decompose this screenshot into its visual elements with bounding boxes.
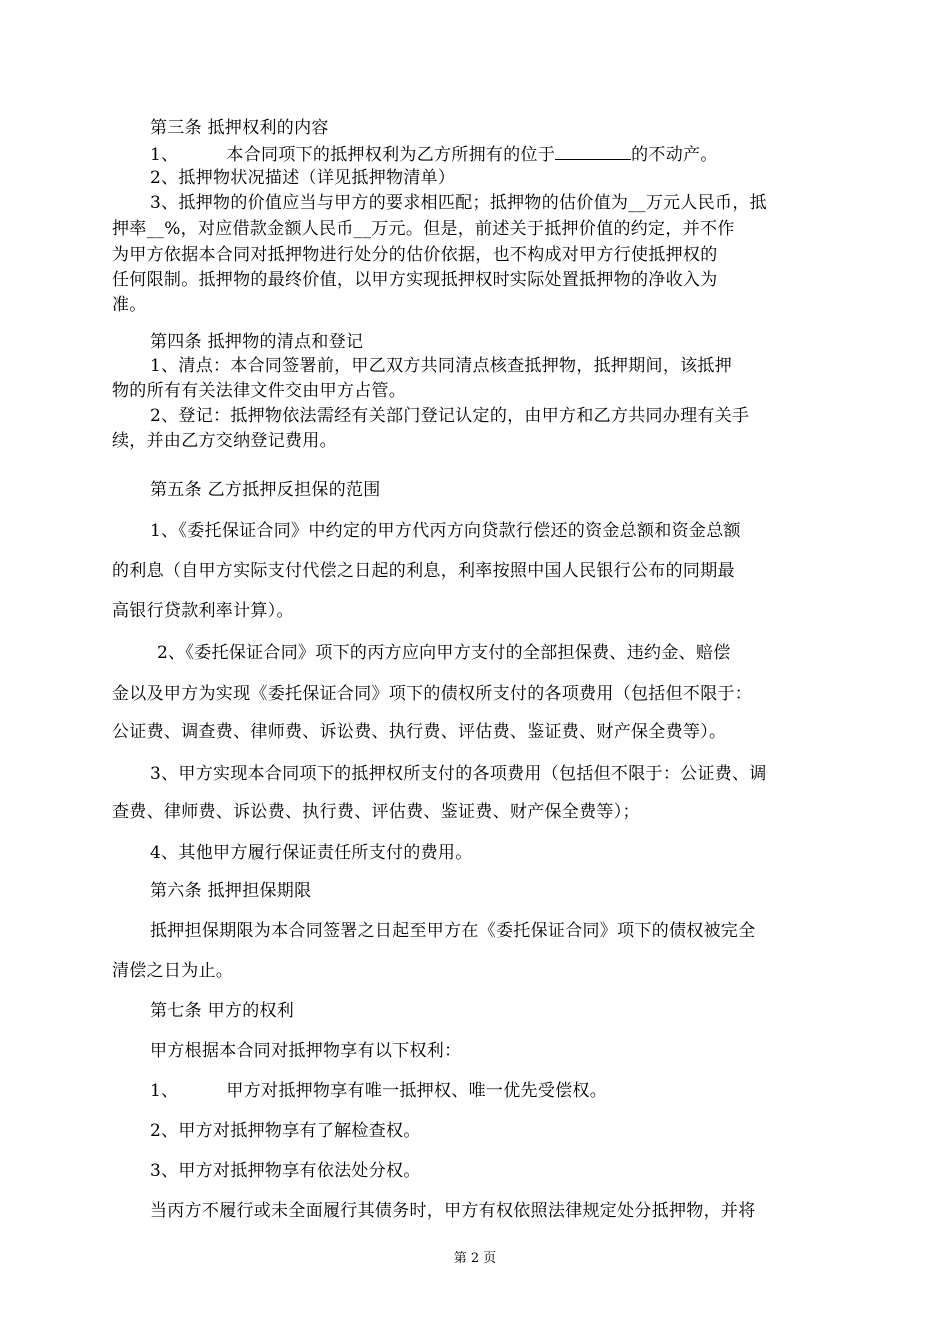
section-5-item-1-line-1: 1、《委托保证合同》中约定的甲方代丙方向贷款行偿还的资金总额和资金总额 (150, 521, 741, 541)
item-text: 本合同项下的抵押权利为乙方所拥有的位于 (226, 145, 556, 165)
section-3-item-2: 2、抵押物状况描述（详见抵押物清单） (150, 168, 456, 188)
item-number: 1、 (150, 1081, 179, 1101)
section-5-item-2-line-1: 2、《委托保证合同》项下的丙方应向甲方支付的全部担保费、违约金、赔偿 (157, 643, 731, 663)
section-4-item-1-line-2: 物的所有有关法律文件交由甲方占管。 (112, 381, 407, 401)
section-4-heading: 第四条 抵押物的清点和登记 (150, 332, 364, 352)
section-5-item-3-line-2: 查费、律师费、诉讼费、执行费、评估费、鉴证费、财产保全费等）； (112, 802, 640, 822)
section-7-item-2: 2、甲方对抵押物享有了解检查权。 (150, 1121, 421, 1141)
section-5-item-4: 4、其他甲方履行保证责任所支付的费用。 (150, 843, 473, 863)
section-3-item-3-line-1: 3、抵押物的价值应当与甲方的要求相匹配；抵押物的估价值为__万元人民币，抵 (150, 193, 767, 213)
section-6-paragraph-line-2: 清偿之日为止。 (112, 961, 234, 981)
section-5-item-1-line-2: 的利息（自甲方实际支付代偿之日起的利息，利率按照中国人民银行公布的同期最 (112, 561, 735, 581)
section-3-item-3-line-2: 押率__%，对应借款金额人民币__万元。但是，前述关于抵押价值的约定，并不作 (112, 219, 735, 239)
section-6-heading: 第六条 抵押担保期限 (150, 881, 312, 901)
section-7-paragraph-line-1: 当丙方不履行或未全面履行其债务时，甲方有权依照法律规定处分抵押物，并将 (150, 1201, 756, 1221)
page-number: 第 2 页 (453, 1251, 497, 1266)
section-4-item-2-line-1: 2、登记：抵押物依法需经有关部门登记认定的，由甲方和乙方共同办理有关手 (150, 406, 750, 426)
section-3-item-1 (150, 143, 718, 166)
section-7-intro: 甲方根据本合同对抵押物享有以下权利： (150, 1041, 462, 1061)
section-3-item-3-line-5: 准。 (112, 295, 147, 315)
section-3-item-3-line-4: 任何限制。抵押物的最终价值，以甲方实现抵押权时实际处置抵押物的净收入为 (112, 270, 718, 290)
section-7-item-3: 3、甲方对抵押物享有依法处分权。 (150, 1161, 421, 1181)
section-7-item-1 (150, 1080, 607, 1102)
section-5-item-2-line-3: 公证费、调查费、律师费、诉讼费、执行费、评估费、鉴证费、财产保全费等）。 (112, 722, 727, 742)
section-4-item-1-line-1: 1、清点：本合同签署前，甲乙双方共同清点核查抵押物，抵押期间，该抵押 (150, 356, 733, 376)
section-3-heading: 第三条 抵押权利的内容 (150, 118, 329, 138)
section-6-paragraph-line-1: 抵押担保期限为本合同签署之日起至甲方在《委托保证合同》项下的债权被完全 (150, 921, 756, 941)
section-5-item-3-line-1: 3、甲方实现本合同项下的抵押权所支付的各项费用（包括但不限于：公证费、调 (150, 764, 767, 784)
item-text: 甲方对抵押物享有唯一抵押权、唯一优先受偿权。 (226, 1081, 608, 1101)
section-4-item-2-line-2: 续，并由乙方交纳登记费用。 (112, 431, 337, 451)
item-text: 的不动产。 (631, 145, 718, 165)
section-7-heading: 第七条 甲方的权利 (150, 1001, 295, 1021)
blank-line (555, 143, 631, 160)
section-3-item-3-line-3: 为甲方依据本合同对抵押物进行处分的估价依据，也不构成对甲方行使抵押权的 (112, 245, 718, 265)
item-number: 1、 (150, 145, 179, 165)
section-5-item-2-line-2: 金以及甲方为实现《委托保证合同》项下的债权所支付的各项费用（包括但不限于： (112, 684, 753, 704)
section-5-item-1-line-3: 高银行贷款利率计算）。 (112, 601, 294, 621)
section-5-heading: 第五条 乙方抵押反担保的范围 (150, 480, 381, 500)
